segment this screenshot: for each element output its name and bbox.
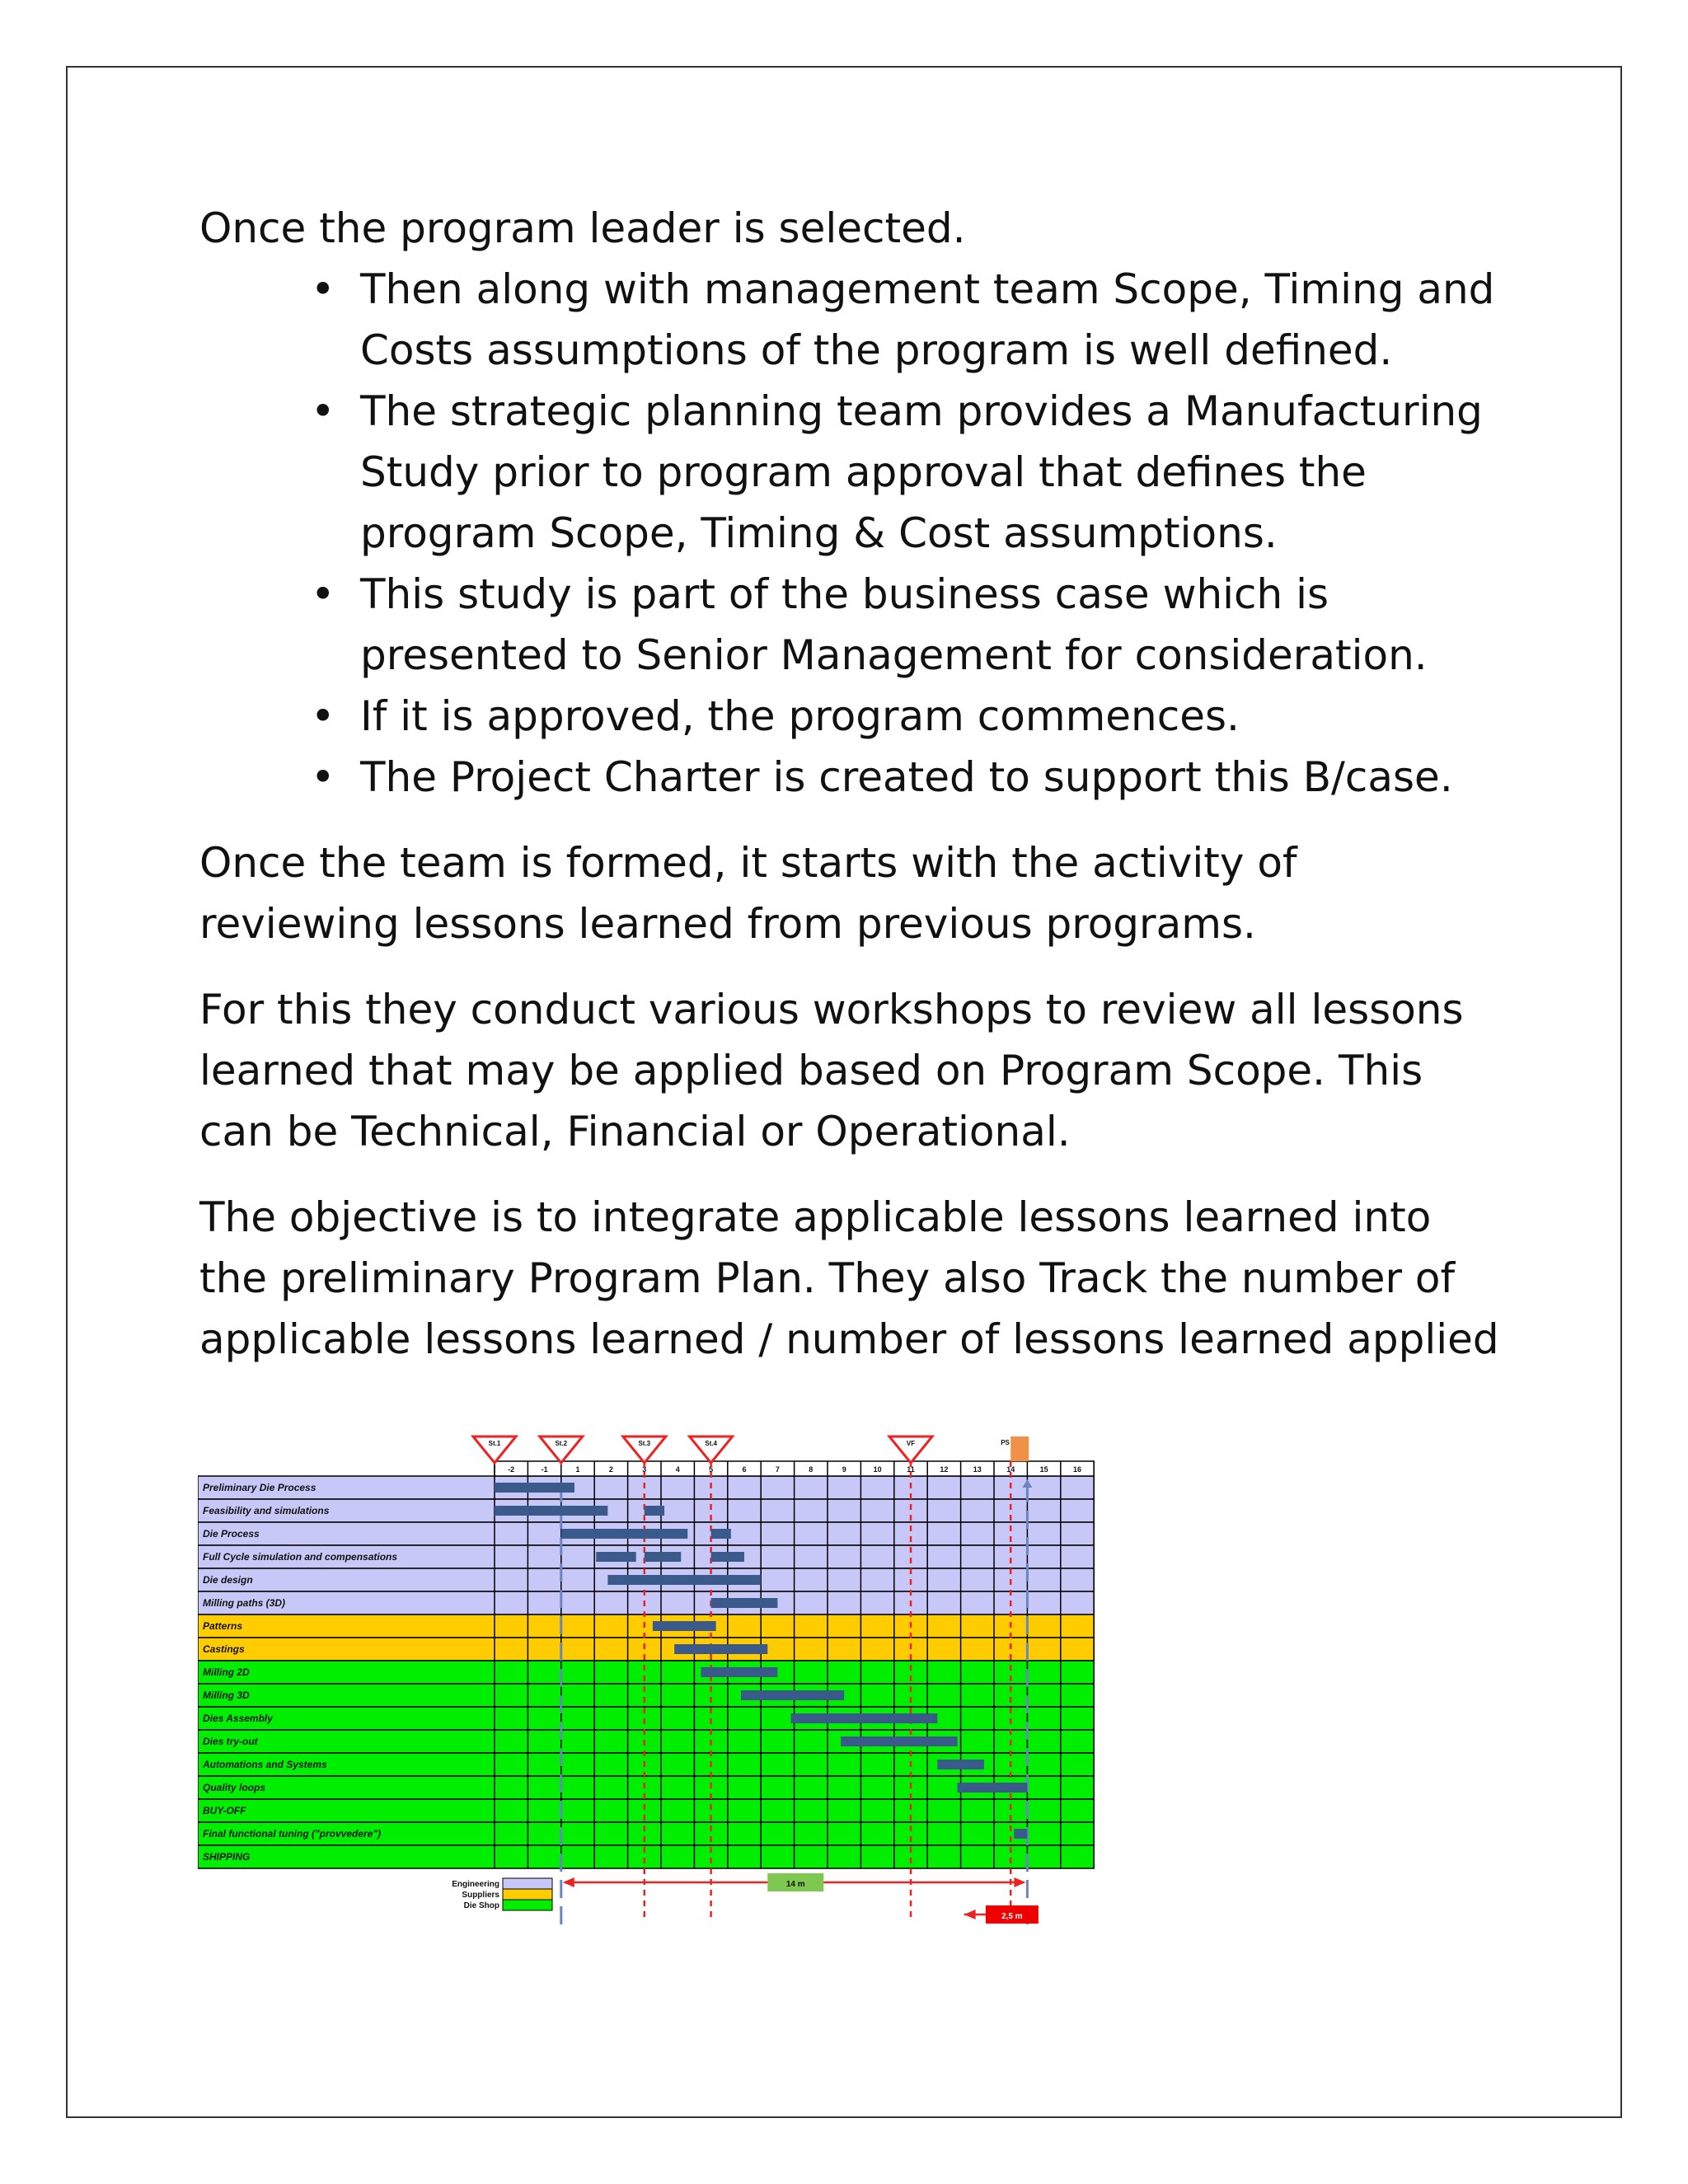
column-label: -1 <box>541 1465 548 1474</box>
task-label: Die design <box>203 1574 253 1586</box>
task-bar <box>937 1760 984 1769</box>
milestone-label: PS <box>1001 1439 1010 1446</box>
workshop-paragraph: For this they conduct various workshops to review all lessons learned that may be applied based on Program Scope. This can be Technical, Financial or Operational. <box>199 986 1464 1155</box>
task-label: Dies try-out <box>203 1736 258 1747</box>
task-label: Milling paths (3D) <box>203 1597 285 1609</box>
task-label: Patterns <box>203 1620 243 1632</box>
task-label: Die Process <box>203 1528 260 1540</box>
column-label: -2 <box>508 1465 515 1474</box>
bullet-text: Then along with management team Scope, Timing and Costs assumptions of the program is well defined. <box>360 265 1495 374</box>
task-bar <box>596 1552 635 1562</box>
task-row <box>198 1707 1094 1730</box>
intro-paragraph: Once the program leader is selected. <box>199 204 966 252</box>
column-label: 7 <box>775 1465 780 1474</box>
task-row <box>198 1845 1094 1868</box>
bullet-list <box>199 259 1502 808</box>
legend-swatch <box>503 1878 552 1889</box>
task-bar <box>653 1621 716 1631</box>
task-label: Milling 2D <box>203 1666 250 1678</box>
column-label: 13 <box>973 1465 982 1474</box>
column-label: 16 <box>1072 1465 1082 1474</box>
task-bar <box>674 1644 767 1654</box>
task-bar <box>791 1713 938 1723</box>
task-bar <box>645 1552 681 1562</box>
task-bar <box>607 1575 761 1585</box>
column-label: 4 <box>675 1465 680 1474</box>
column-label: 10 <box>873 1465 882 1474</box>
bullet-text: If it is approved, the program commences. <box>360 692 1240 740</box>
bullet-glyph: • <box>311 753 335 801</box>
task-bar <box>711 1598 778 1608</box>
task-label: Castings <box>203 1643 245 1655</box>
column-label: 9 <box>842 1465 846 1474</box>
ps-flag <box>1010 1436 1029 1461</box>
column-label: 1 <box>575 1465 580 1474</box>
task-row <box>198 1591 1094 1615</box>
legend-swatch <box>503 1900 552 1910</box>
list-item <box>199 564 1502 686</box>
task-label: Automations and Systems <box>203 1759 327 1770</box>
legend-swatch <box>503 1889 552 1900</box>
task-label: Milling 3D <box>203 1690 250 1701</box>
bullet-glyph: • <box>311 387 335 435</box>
task-row <box>198 1476 1094 1499</box>
bullet-glyph: • <box>311 570 335 618</box>
legend-label: Engineering <box>452 1880 499 1889</box>
task-bar <box>1014 1829 1027 1839</box>
task-row <box>198 1730 1094 1753</box>
task-label: Dies Assembly <box>203 1713 273 1724</box>
column-label: 2 <box>608 1465 613 1474</box>
bullet-glyph: • <box>311 265 335 313</box>
task-label: BUY-OFF <box>203 1805 246 1816</box>
objective-paragraph: The objective is to integrate applicable lessons learned into the preliminary Program Plan. They also Track the number of applicable lessons learned / number of lessons learned applied <box>199 1193 1499 1363</box>
task-label: Final functional tuning ("provvedere") <box>203 1828 382 1840</box>
bullet-text: The strategic planning team provides a Manufacturing Study prior to program approval that defines the program Scope, Timing & Cost assumptions. <box>360 387 1483 557</box>
task-label: Preliminary Die Process <box>203 1482 316 1493</box>
span-label: 2,5 m <box>1001 1912 1023 1921</box>
legend-label: Die Shop <box>463 1901 499 1910</box>
task-row <box>198 1684 1094 1707</box>
task-row <box>198 1615 1094 1638</box>
milestone-label: St.4 <box>705 1440 717 1447</box>
gantt-chart <box>198 1434 1500 1929</box>
task-row <box>198 1661 1094 1684</box>
task-bar <box>561 1529 688 1539</box>
task-row <box>198 1799 1094 1822</box>
column-label: 15 <box>1039 1465 1048 1474</box>
document-body <box>199 198 1502 1370</box>
column-label: 5 <box>709 1465 714 1474</box>
task-bar <box>841 1736 957 1746</box>
column-label: 3 <box>642 1465 647 1474</box>
task-bar <box>741 1690 844 1700</box>
column-label: 8 <box>809 1465 814 1474</box>
column-label: 14 <box>1006 1465 1015 1474</box>
task-label: SHIPPING <box>203 1851 251 1863</box>
span-label: 14 m <box>785 1880 805 1889</box>
milestone-label: St.3 <box>638 1440 651 1447</box>
arrow-left-icon <box>964 1910 976 1919</box>
task-label: Quality loops <box>203 1782 266 1793</box>
milestone-label: VF <box>906 1440 916 1447</box>
list-item <box>199 259 1502 381</box>
column-label: 6 <box>742 1465 747 1474</box>
task-bar <box>711 1552 744 1562</box>
team-paragraph: Once the team is formed, it starts with the activity of reviewing lessons learned from previous programs. <box>199 839 1297 948</box>
milestone-label: St.1 <box>488 1440 501 1447</box>
task-bar <box>701 1667 777 1677</box>
milestone-label: St.2 <box>555 1440 568 1447</box>
gantt-svg <box>198 1434 1500 1929</box>
column-label: 11 <box>907 1465 915 1474</box>
task-bar <box>495 1483 574 1493</box>
legend-label: Suppliers <box>462 1891 499 1900</box>
list-item <box>199 747 1502 808</box>
arrow-right-icon <box>1014 1877 1025 1887</box>
column-label: 12 <box>940 1465 949 1474</box>
task-bar <box>645 1506 664 1516</box>
task-bar <box>711 1529 731 1539</box>
arrow-left-icon <box>563 1877 574 1887</box>
task-bar <box>495 1506 607 1516</box>
bullet-text: This study is part of the business case which is presented to Senior Management for consideration. <box>360 570 1428 679</box>
list-item <box>199 381 1502 564</box>
task-label: Feasibility and simulations <box>203 1505 330 1516</box>
task-label: Full Cycle simulation and compensations <box>203 1551 398 1563</box>
bullet-glyph: • <box>311 692 335 740</box>
list-item <box>199 686 1502 747</box>
task-row <box>198 1638 1094 1661</box>
task-bar <box>958 1783 1028 1793</box>
bullet-text: The Project Charter is created to support this B/case. <box>360 753 1453 801</box>
